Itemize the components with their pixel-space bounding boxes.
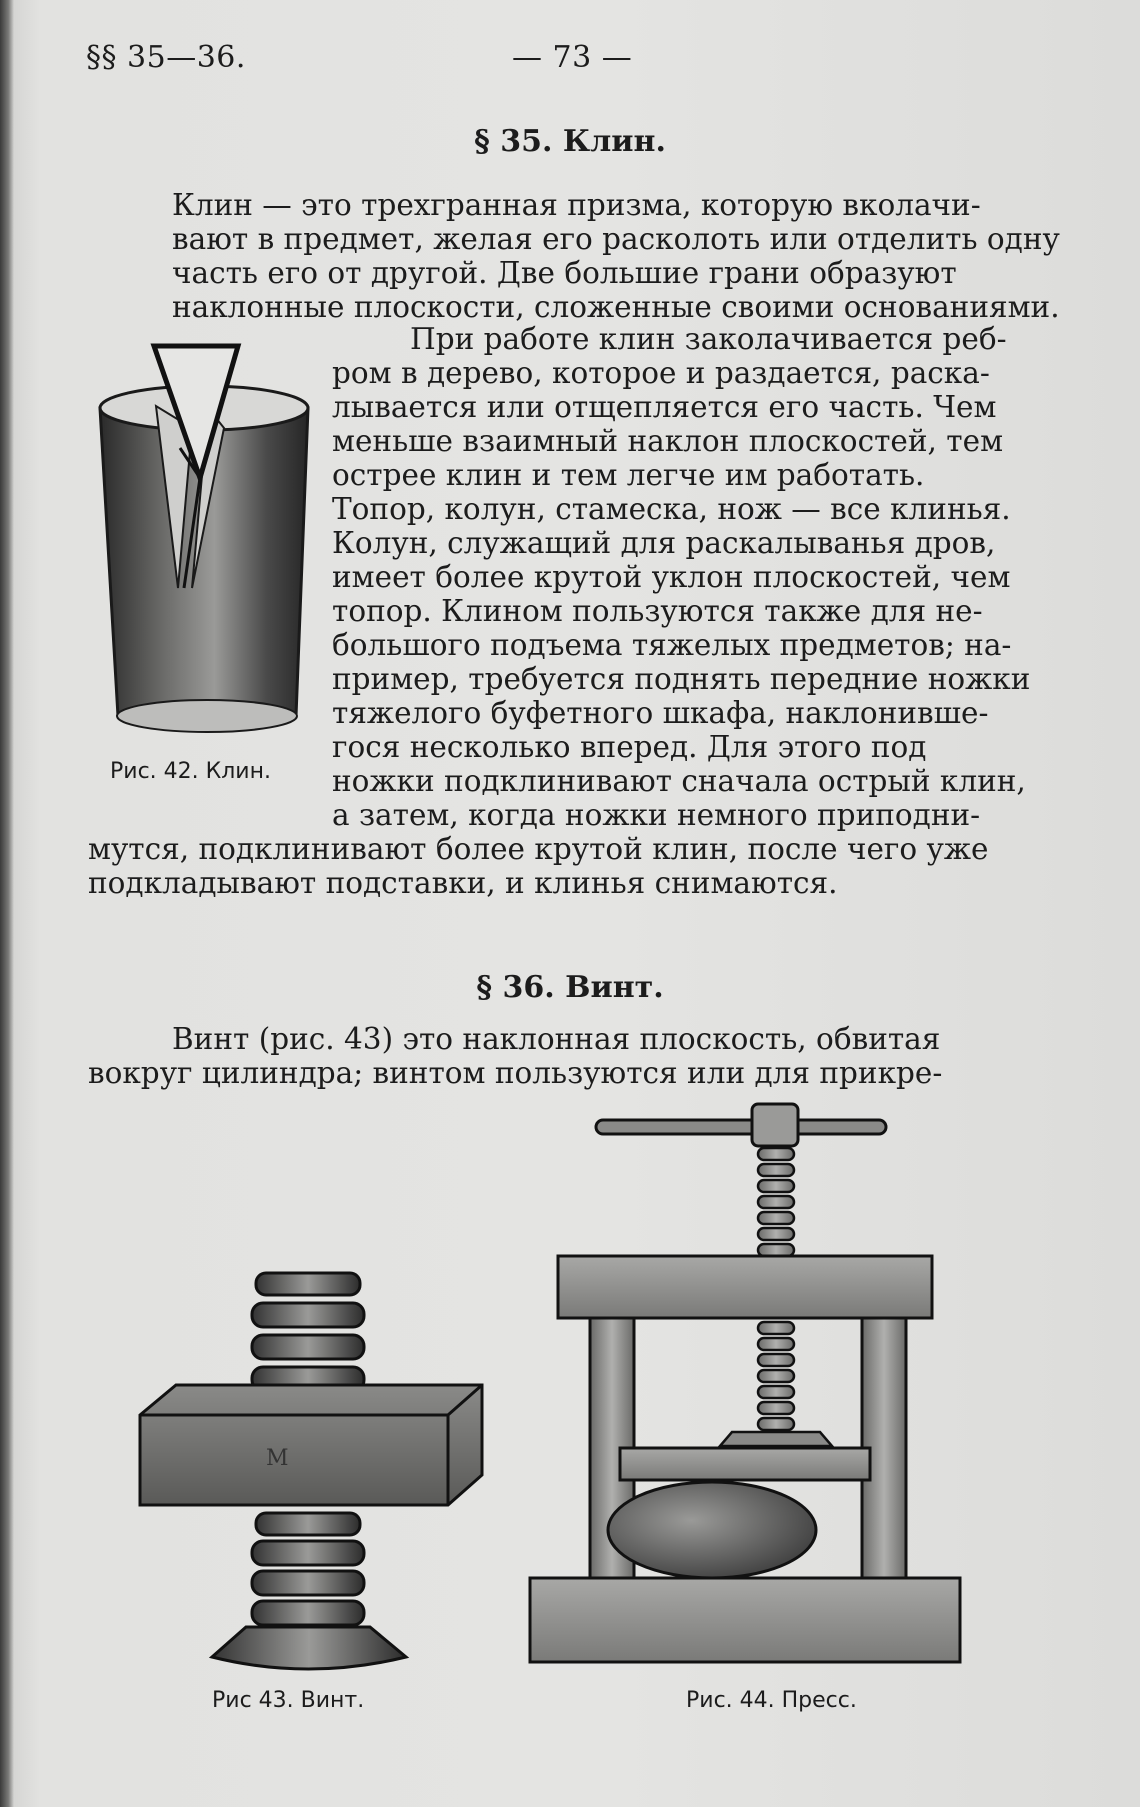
figure-43-screw-illustration	[136, 1265, 486, 1685]
text-line: часть его от другой. Две большие грани образуют	[172, 256, 957, 290]
text-line: Клин — это трехгранная призма, которую вколачи-	[172, 188, 981, 222]
text-line: вокруг цилиндра; винтом пользуются или для прикре-	[88, 1056, 943, 1090]
text-line: подкладывают подставки, и клинья снимаются.	[88, 866, 838, 900]
figure-44-caption: Рис. 44. Пресс.	[686, 1688, 857, 1713]
text-line: При работе клин заколачивается реб-	[410, 322, 1007, 356]
text-line: а затем, когда ножки немного приподни-	[332, 798, 981, 832]
text-line: большого подъема тяжелых предметов; на-	[332, 628, 1012, 662]
text-line: имеет более крутой уклон плоскостей, чем	[332, 560, 1011, 594]
section-35-intro	[88, 188, 1064, 324]
book-spine-shadow	[0, 0, 14, 1807]
section-35-title: § 35. Клин.	[474, 124, 666, 159]
section-35-side-text	[332, 322, 1064, 832]
section-36-title: § 36. Винт.	[476, 970, 664, 1005]
text-line: острее клин и тем легче им работать.	[332, 458, 925, 492]
text-line: меньше взаимный наклон плоскостей, тем	[332, 424, 1004, 458]
section-35-tail-text	[88, 832, 1064, 900]
text-line: гося несколько вперед. Для этого под	[332, 730, 927, 764]
text-line: Колун, служащий для раскалыванья дров,	[332, 526, 996, 560]
text-line: тяжелого буфетного шкафа, наклонивше-	[332, 696, 989, 730]
text-line: мутся, подклинивают более крутой клин, после чего уже	[88, 832, 989, 866]
text-line: ножки подклинивают сначала острый клин,	[332, 764, 1026, 798]
figure-42-caption: Рис. 42. Клин.	[110, 759, 271, 784]
text-line: наклонные плоскости, сложенные своими основаниями.	[172, 290, 1060, 324]
text-line: лывается или отщепляется его часть. Чем	[332, 390, 997, 424]
text-line: вают в предмет, желая его расколоть или отделить одну	[172, 222, 1060, 256]
text-line: Винт (рис. 43) это наклонная плоскость, обвитая	[172, 1022, 941, 1056]
text-line: Топор, колун, стамеска, нож — все клинья.	[332, 492, 1011, 526]
text-line: топор. Клином пользуются также для не-	[332, 594, 983, 628]
figure-43-caption: Рис 43. Винт.	[212, 1688, 365, 1713]
text-line: пример, требуется поднять передние ножки	[332, 662, 1031, 696]
figure-44-press-illustration	[520, 1098, 970, 1678]
section-36-text	[88, 1022, 1064, 1090]
page-number: — 73 —	[512, 40, 633, 75]
svg-text:M: M	[266, 1446, 289, 1471]
text-line: ром в дерево, которое и раздается, раска-	[332, 356, 990, 390]
running-head-sections: §§ 35—36.	[86, 40, 246, 75]
figure-42-wedge-illustration	[96, 338, 314, 738]
